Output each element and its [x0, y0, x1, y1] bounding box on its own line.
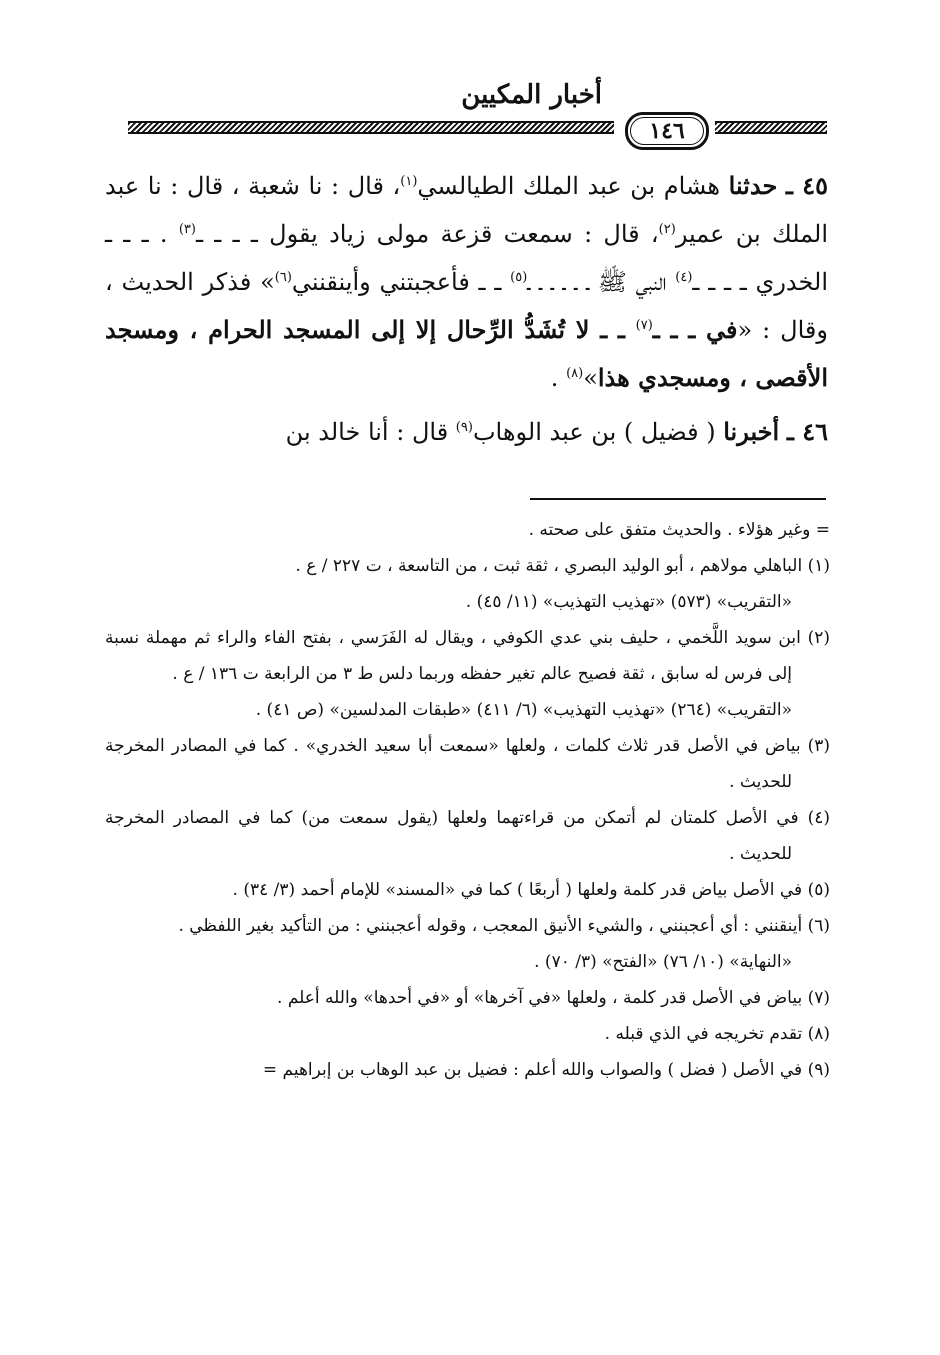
footnote-ref: (٩) — [455, 420, 473, 435]
footnotes — [105, 512, 830, 1088]
footnote-ref: (٧) — [635, 318, 653, 333]
footnote-continuation: = وغير هؤلاء . والحديث متفق على صحته . — [528, 520, 830, 540]
text-segment: النبي ﷺ ـ ـ ـ ـ ـ ـ — [527, 268, 676, 296]
text-segment: ( فضيل ) بن عبد الوهاب — [472, 418, 724, 446]
narration-lead: حدثنا — [728, 171, 778, 200]
footnote-ref: (٤) — [675, 270, 693, 285]
text-segment: » — [583, 364, 598, 392]
text-segment: هشام بن عبد الملك الطيالسي — [417, 172, 729, 200]
hadith-text-bold: في ـ ـ ـ — [652, 315, 738, 344]
footnote-7: (٧) بياض في الأصل قدر كلمة ، ولعلها «في آخرها» أو «في أحدها» والله أعلم . — [277, 988, 830, 1008]
narration-lead: أخبرنا — [723, 417, 780, 446]
text-segment: ، قال : نا شعبة ، قال : نا عبد الملك بن عمير — [105, 172, 829, 248]
footnote-6-sources: «النهاية» (١٠/ ٧٦) «الفتح» (٣/ ٧٠) . — [534, 952, 792, 972]
footnote-6: (٦) أينقنني : أي أعجبنني ، والشيء الأنيق المعجب ، وقوله أعجبنني : من التأكيد بغير اللفظي . — [178, 916, 830, 936]
text-segment: . ـ ـ ـ الخدري ـ ـ ـ ـ — [105, 220, 829, 296]
footnote-2: (٢) ابن سويد اللَّخمي ، حليف بني عدي الكوفي ، ويقال له الفَرَسي ، بفتح الفاء والراء ثم مهملة نسبة إلى فرس له سابق ، ثقة فصيح عالم تغير حفظه وربما دلس ط ٣ من الرابعة ت ١٣٦ / ع . — [105, 628, 830, 684]
text-segment: » فذكر الحديث ، وقال : « — [105, 268, 828, 344]
footnote-1-sources: «التقريب» (٥٧٣) «تهذيب التهذيب» (١١/ ٤٥) . — [465, 592, 792, 612]
footnote-ref: (٨) — [566, 366, 584, 381]
footnote-ref: (١) — [400, 174, 418, 189]
hadith-text-bold: ـ ـ لا تُشَدُّ الرِّحال إلا إلى المسجد الحرام ، ومسجد الأقصى ، ومسجدي هذا — [105, 315, 828, 392]
footnote-3: (٣) بياض في الأصل قدر ثلاث كلمات ، ولعلها «سمعت أبا سعيد الخدري» . كما في المصادر المخرجة للحديث . — [105, 736, 830, 792]
page-number-badge — [625, 112, 709, 150]
footnote-5: (٥) في الأصل بياض قدر كلمة ولعلها ( أربعًا ) كما في «المسند» للإمام أحمد (٣/ ٣٤) . — [232, 880, 830, 900]
footnote-8: (٨) تقدم تخريجه في الذي قبله . — [604, 1024, 830, 1044]
footnote-ref: (٢) — [658, 222, 676, 237]
text-segment: . — [550, 364, 567, 392]
footnote-1: (١) الباهلي مولاهم ، أبو الوليد البصري ، ثقة ثبت ، من التاسعة ، ت ٢٢٧ / ع . — [295, 556, 830, 576]
main-text — [105, 162, 828, 456]
footnote-2-sources: «التقريب» (٢٦٤) «تهذيب التهذيب» (٦/ ٤١١) «طبقات المدلسين» (ص ٤١) . — [255, 700, 792, 720]
footnote-separator — [530, 498, 826, 500]
header-rule-left — [128, 121, 614, 134]
page-number: ١٤٦ — [649, 118, 685, 144]
text-segment: قال : أنا خالد بن — [285, 418, 456, 446]
header-rule-right — [715, 121, 827, 134]
hadith-45 — [105, 162, 828, 402]
running-header-title: أخبار المكيين — [461, 80, 602, 110]
text-segment: ، قال : سمعت قزعة مولى زياد يقول ـ ـ ـ ـ — [195, 220, 659, 248]
text-segment: ـ ـ فأعجبتني وأينقنني — [291, 268, 511, 296]
footnote-ref: (٥) — [510, 270, 528, 285]
hadith-number: ٤٥ ـ — [785, 171, 828, 200]
hadith-46 — [105, 408, 828, 456]
footnote-ref: (٣) — [178, 222, 196, 237]
hadith-number: ٤٦ ـ — [786, 417, 828, 446]
footnote-4: (٤) في الأصل كلمتان لم أتمكن من قراءتهما ولعلها (يقول سمعت من) كما في المصادر المخرجة للحديث . — [105, 808, 830, 864]
footnote-9: (٩) في الأصل ( فضل ) والصواب والله أعلم : فضيل بن عبد الوهاب بن إبراهيم = — [262, 1060, 830, 1080]
footnote-ref: (٦) — [274, 270, 292, 285]
